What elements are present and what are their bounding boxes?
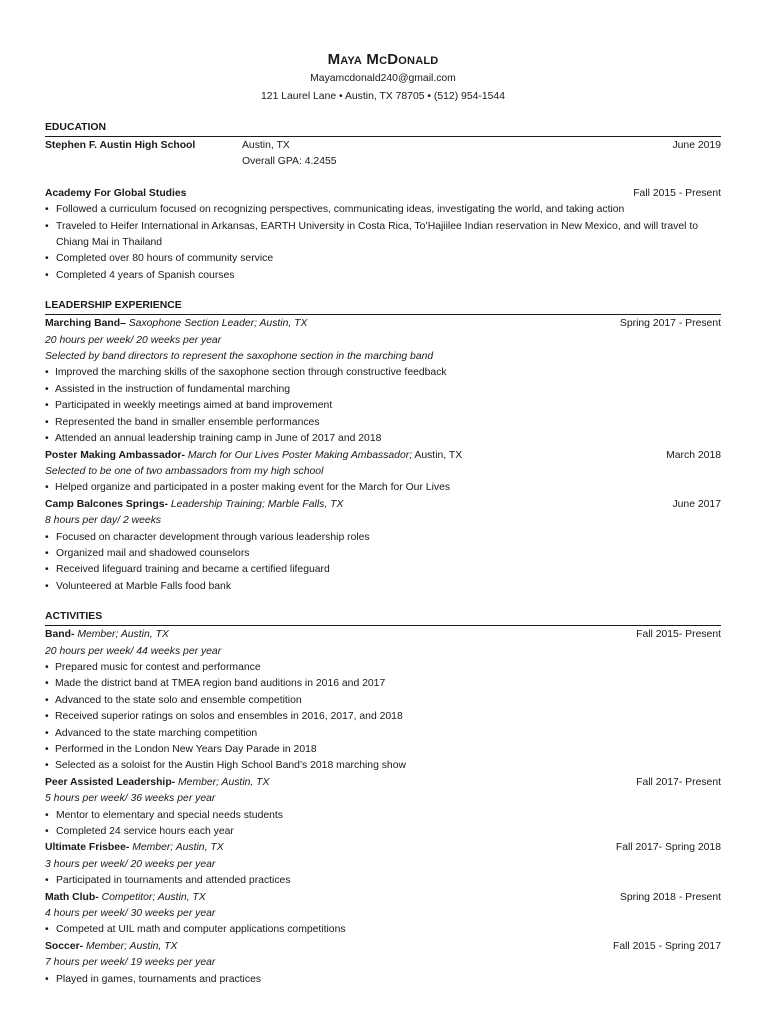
- activity-entry: [45, 840, 721, 889]
- activity-date: Spring 2018 - Present: [619, 891, 721, 903]
- leadership-hours: 8 hours per day/ 2 weeks: [45, 515, 162, 527]
- activity-role: Member; Austin, TX: [132, 842, 224, 854]
- activity-separator: -: [125, 842, 133, 854]
- academy-heading: [45, 186, 721, 202]
- bullet-item: • Volunteered at Marble Falls food bank: [45, 579, 721, 595]
- activity-hours: 7 hours per week/ 19 weeks per year: [45, 957, 216, 969]
- activity-date: Fall 2015- Present: [636, 629, 721, 641]
- leadership-section: [45, 299, 721, 595]
- bullet-item: • Prepared music for contest and performance: [45, 660, 721, 676]
- leadership-entry: [45, 448, 721, 497]
- bullet-item: • Participated in weekly meetings aimed at band improvement: [45, 398, 721, 414]
- activity-bullet-list: [45, 873, 721, 889]
- leadership-separator: -: [164, 498, 171, 510]
- activity-heading: [45, 939, 721, 955]
- bullet-item: • Played in games, tournaments and practices: [45, 972, 721, 988]
- activity-entries: [45, 627, 721, 988]
- bullet-item: • Assisted in the instruction of fundamental marching: [45, 382, 721, 398]
- activity-role: Member; Austin, TX: [86, 940, 178, 952]
- leadership-entries: [45, 316, 721, 595]
- bullet-item: • Completed 4 years of Spanish courses: [45, 268, 721, 284]
- activity-role: Member; Austin, TX: [77, 629, 169, 641]
- leadership-heading: [45, 448, 721, 464]
- leadership-title-line: [45, 497, 343, 513]
- academy-date: Fall 2015 - Present: [633, 187, 721, 199]
- leadership-heading: [45, 316, 721, 332]
- activity-date: Fall 2017- Spring 2018: [615, 842, 721, 854]
- leadership-note: Selected by band directors to represent the saxophone section in the marching band: [45, 351, 434, 363]
- activity-hours: 3 hours per week/ 20 weeks per year: [45, 858, 216, 870]
- email-line: Mayamcdonald240@gmail.com: [310, 73, 456, 84]
- bullet-item: • Completed 24 service hours each year: [45, 824, 721, 840]
- activity-date: Fall 2015 - Spring 2017: [612, 940, 721, 952]
- activity-heading: [45, 840, 721, 856]
- school-name: Stephen F. Austin High School: [45, 140, 196, 151]
- activities-section: [45, 610, 721, 988]
- bullet-item: • Mentor to elementary and special needs students: [45, 808, 721, 824]
- activity-title-line: [45, 627, 169, 643]
- school-gpa: Overall GPA: 4.2455: [242, 156, 337, 168]
- bullet-item: • Organized mail and shadowed counselors: [45, 546, 721, 562]
- leadership-date: March 2018: [666, 449, 721, 461]
- leadership-role: Saxophone Section Leader; Austin, TX: [128, 318, 308, 330]
- activity-org: Math Club: [45, 891, 96, 903]
- activity-entry: [45, 775, 721, 841]
- bullet-item: • Focused on character development through various leadership roles: [45, 530, 721, 546]
- bullet-item: • Advanced to the state marching competition: [45, 726, 721, 742]
- activity-role: Member; Austin, TX: [178, 776, 270, 788]
- education-section: [45, 121, 721, 284]
- bullet-item: • Received lifeguard training and became a certified lifeguard: [45, 562, 721, 578]
- leadership-role-location: Austin, TX: [412, 449, 463, 461]
- candidate-name: Maya McDonald: [327, 51, 439, 68]
- leadership-heading: [45, 497, 721, 513]
- leadership-title-line: [45, 448, 462, 464]
- bullet-item: • Helped organize and participated in a poster making event for the March for Our Lives: [45, 480, 721, 496]
- activity-title-line: [45, 775, 269, 791]
- resume-header: [45, 0, 721, 105]
- academy-entry: [45, 186, 721, 284]
- activity-title-line: [45, 840, 224, 856]
- leadership-role: March for Our Lives Poster Making Ambassador;: [187, 449, 413, 461]
- academy-bullet-list: [45, 202, 721, 284]
- bullet-item: • Received superior ratings on solos and ensembles in 2016, 2017, and 2018: [45, 709, 721, 725]
- activity-title-line: [45, 939, 177, 955]
- school-date: June 2019: [672, 140, 721, 151]
- activity-hours: 20 hours per week/ 44 weeks per year: [45, 645, 222, 657]
- academy-name: Academy For Global Studies: [45, 187, 187, 199]
- section-title-leadership: LEADERSHIP EXPERIENCE: [45, 299, 721, 315]
- activity-role: Competitor; Austin, TX: [101, 891, 206, 903]
- school-location: Austin, TX: [242, 140, 290, 151]
- leadership-date: June 2017: [672, 498, 721, 510]
- activity-org: Soccer: [45, 940, 80, 952]
- activity-separator: -: [79, 940, 87, 952]
- activity-org: Ultimate Frisbee: [45, 842, 126, 854]
- leadership-separator: –: [120, 318, 129, 330]
- activity-entry: [45, 939, 721, 988]
- activity-bullet-list: [45, 922, 721, 938]
- activity-org: Peer Assisted Leadership: [45, 776, 172, 788]
- activity-hours: 5 hours per week/ 36 weeks per year: [45, 793, 216, 805]
- bullet-item: • Followed a curriculum focused on recognizing perspectives, communicating ideas, investigating the world, and taking action: [45, 202, 721, 218]
- leadership-separator: -: [181, 449, 188, 461]
- bullet-item: • Performed in the London New Years Day Parade in 2018: [45, 742, 721, 758]
- bullet-item: • Advanced to the state solo and ensemble competition: [45, 693, 721, 709]
- activity-heading: [45, 890, 721, 906]
- leadership-entry: [45, 316, 721, 447]
- activity-bullet-list: [45, 660, 721, 775]
- activity-org: Band: [45, 629, 71, 641]
- section-title-education: EDUCATION: [45, 121, 721, 137]
- activity-entry: [45, 627, 721, 775]
- activity-heading: [45, 627, 721, 643]
- activity-hours: 4 hours per week/ 30 weeks per year: [45, 908, 216, 920]
- activity-title-line: [45, 890, 206, 906]
- resume-page: [45, 0, 721, 988]
- leadership-bullet-list: [45, 480, 721, 496]
- bullet-item: • Attended an annual leadership training camp in June of 2017 and 2018: [45, 431, 721, 447]
- activity-heading: [45, 775, 721, 791]
- bullet-item: • Selected as a soloist for the Austin High School Band’s 2018 marching show: [45, 758, 721, 774]
- bullet-item: • Competed at UIL math and computer applications competitions: [45, 922, 721, 938]
- leadership-org: Camp Balcones Springs: [45, 498, 165, 510]
- school-details: [242, 138, 672, 171]
- leadership-role: Leadership Training; Marble Falls, TX: [170, 498, 344, 510]
- bullet-item: • Traveled to Heifer International in Arkansas, EARTH University in Costa Rica, To’Hajiilee Indian reservation in New Mexico, and will travel to Chiang Mai in Thailand: [45, 219, 721, 252]
- bullet-item: • Participated in tournaments and attended practices: [45, 873, 721, 889]
- activity-date: Fall 2017- Present: [636, 776, 721, 788]
- activity-bullet-list: [45, 808, 721, 841]
- education-row: [45, 138, 721, 171]
- section-title-activities: ACTIVITIES: [45, 610, 721, 626]
- leadership-org: Poster Making Ambassador: [45, 449, 182, 461]
- activity-bullet-list: [45, 972, 721, 988]
- leadership-org: Marching Band: [45, 318, 121, 330]
- leadership-entry: [45, 497, 721, 595]
- leadership-date: Spring 2017 - Present: [619, 318, 721, 330]
- leadership-bullet-list: [45, 365, 721, 447]
- activity-separator: -: [70, 629, 78, 641]
- address-line: 121 Laurel Lane • Austin, TX 78705 • (512) 954-1544: [261, 90, 505, 102]
- activity-separator: -: [95, 891, 102, 903]
- activity-entry: [45, 890, 721, 939]
- leadership-title-line: [45, 316, 307, 332]
- bullet-item: • Made the district band at TMEA region band auditions in 2016 and 2017: [45, 676, 721, 692]
- leadership-note: Selected to be one of two ambassadors from my high school: [45, 465, 324, 477]
- leadership-bullet-list: [45, 530, 721, 596]
- bullet-item: • Completed over 80 hours of community service: [45, 251, 721, 267]
- bullet-item: • Improved the marching skills of the saxophone section through constructive feedback: [45, 365, 721, 381]
- leadership-hours: 20 hours per week/ 20 weeks per year: [45, 334, 222, 346]
- activity-separator: -: [171, 776, 179, 788]
- bullet-item: • Represented the band in smaller ensemble performances: [45, 415, 721, 431]
